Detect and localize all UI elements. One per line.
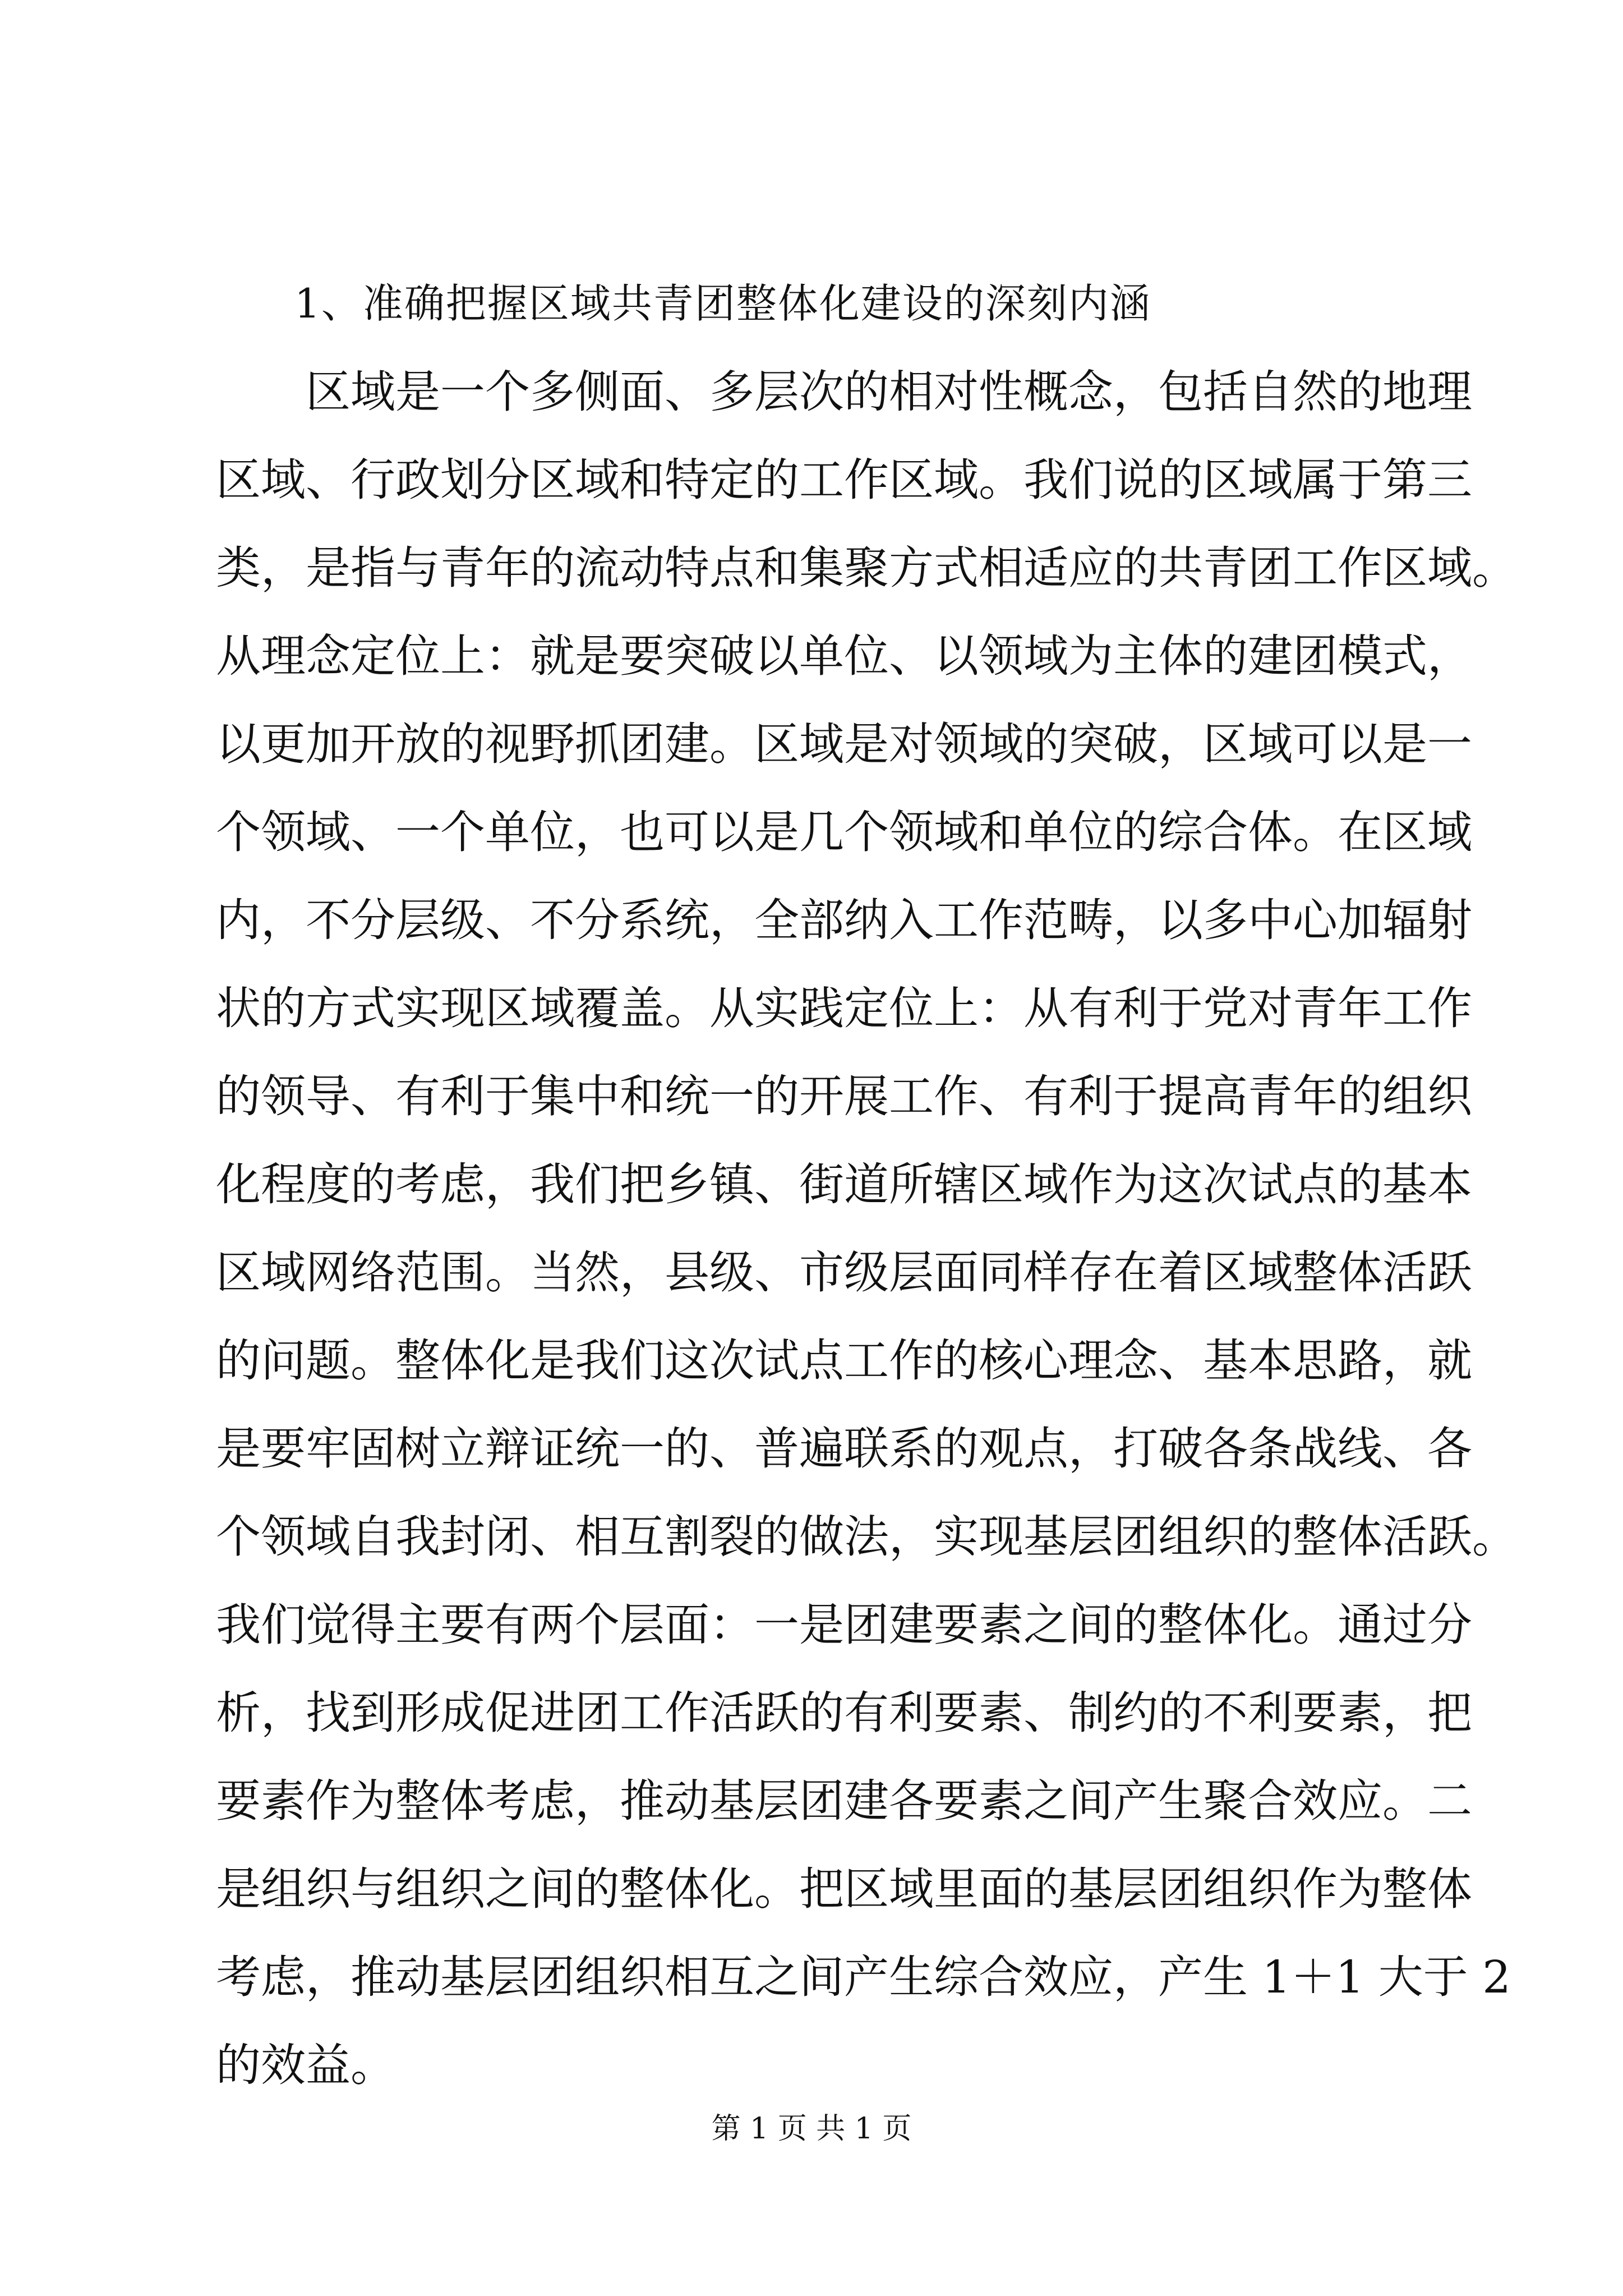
section-heading: 1、准确把握区域共青团整体化建设的深刻内涵 xyxy=(294,280,1151,327)
paragraph-line: 考虑，推动基层团组织相互之间产生综合效应，产生 1＋1 大于 2 xyxy=(216,1951,1511,2003)
paragraph-line: 的效益。 xyxy=(216,2039,395,2091)
paragraph-line: 的领导、有利于集中和统一的开展工作、有利于提高青年的组织 xyxy=(216,1070,1472,1122)
paragraph-line: 区域网络范围。当然，县级、市级层面同样存在着区域整体活跃 xyxy=(216,1246,1472,1299)
body-paragraph xyxy=(216,348,1517,2109)
paragraph-line: 个领域自我封闭、相互割裂的做法，实现基层团组织的整体活跃。 xyxy=(216,1511,1517,1563)
paragraph-line: 是组织与组织之间的整体化。把区域里面的基层团组织作为整体 xyxy=(216,1863,1472,1915)
paragraph-line: 个领域、一个单位，也可以是几个领域和单位的综合体。在区域 xyxy=(216,806,1472,858)
paragraph-line: 析，找到形成促进团工作活跃的有利要素、制约的不利要素，把 xyxy=(216,1687,1472,1739)
paragraph-line: 区域、行政划分区域和特定的工作区域。我们说的区域属于第三 xyxy=(216,454,1472,506)
paragraph-line: 类，是指与青年的流动特点和集聚方式相适应的共青团工作区域。 xyxy=(216,542,1517,594)
paragraph-line: 是要牢固树立辩证统一的、普遍联系的观点，打破各条战线、各 xyxy=(216,1423,1472,1475)
paragraph-line: 要素作为整体考虑，推动基层团建各要素之间产生聚合效应。二 xyxy=(216,1775,1472,1827)
page-footer: 第 1 页 共 1 页 xyxy=(711,2112,912,2146)
document-body xyxy=(216,260,1517,2109)
paragraph-line: 区域是一个多侧面、多层次的相对性概念，包括自然的地理 xyxy=(306,366,1472,418)
paragraph-line: 状的方式实现区域覆盖。从实践定位上：从有利于党对青年工作 xyxy=(216,982,1472,1034)
paragraph-line: 以更加开放的视野抓团建。区域是对领域的突破，区域可以是一 xyxy=(216,718,1472,770)
paragraph-line: 的问题。整体化是我们这次试点工作的核心理念、基本思路，就 xyxy=(216,1335,1472,1387)
paragraph-line: 我们觉得主要有两个层面：一是团建要素之间的整体化。通过分 xyxy=(216,1599,1472,1651)
paragraph-line: 内，不分层级、不分系统，全部纳入工作范畴，以多中心加辐射 xyxy=(216,894,1472,946)
paragraph-line: 化程度的考虑，我们把乡镇、街道所辖区域作为这次试点的基本 xyxy=(216,1158,1472,1211)
paragraph-line: 从理念定位上：就是要突破以单位、以领域为主体的建团模式， xyxy=(216,630,1472,682)
